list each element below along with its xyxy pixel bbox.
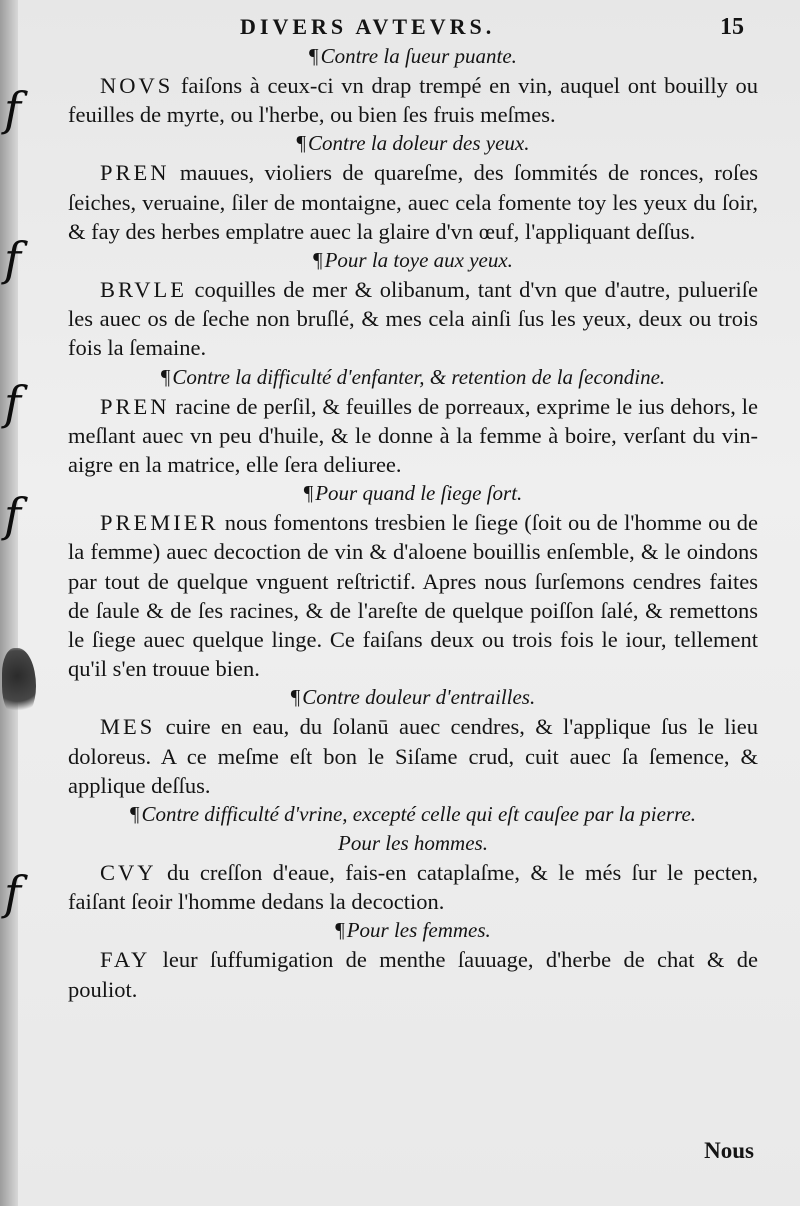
recipe-paragraph: PREN racine de perſil, & feuilles de porreaux, exprime le ius dehors, le meſlant auec vn peu d'huile, & le donne à la femme à boire, verſant du vin-aigre en la matrice, elle ſera deliuree. xyxy=(68,393,758,478)
section-heading: ¶Pour la toye aux yeux. xyxy=(313,248,513,273)
margin-annotation: f xyxy=(4,866,22,920)
section-subheading: Pour les hommes. xyxy=(338,831,488,856)
margin-annotation: f xyxy=(4,376,22,430)
section-heading: ¶Contre la doleur des yeux. xyxy=(296,131,530,156)
section-heading: ¶Contre difficulté d'vrine, excepté celle qui eſt cauſee par la pierre. xyxy=(129,802,697,827)
section-heading: ¶Contre douleur d'entrailles. xyxy=(290,685,536,710)
lead-word: BRVLE xyxy=(100,277,187,303)
lead-word: PREN xyxy=(100,393,170,419)
recipe-paragraph: PREN mauues, violiers de quareſme, des ſommités de ronces, roſes ſeiches, veruaine, ſiler de montaigne, auec cela fomente toy les yeux du ſoir, & fay des herbes emplatre auec la glaire d'vn œuf, l'appliquant deſſus. xyxy=(68,160,758,244)
margin-annotation: f xyxy=(4,232,22,286)
section-heading: ¶Contre la difficulté d'enfanter, & retention de la ſecondine. xyxy=(160,364,666,389)
recipe-paragraph: MES cuire en eau, du ſolanū auec cendres, & l'applique ſus le lieu doloreus. A ce meſme eſt bon le Siſame crud, cuit auec ſa ſemence, & applique deſſus. xyxy=(68,714,758,798)
lead-word: NOVS xyxy=(100,73,174,98)
lead-word: FAY xyxy=(100,947,151,973)
ink-blot xyxy=(2,648,36,718)
page-body xyxy=(68,42,758,1004)
recipe-paragraph: BRVLE coquilles de mer & olibanum, tant d'vn que d'autre, pulueriſe les auec os de ſeche non bruſlé, & mes cela ainſi ſus les yeux, deux ou trois fois la ſemaine. xyxy=(68,277,758,361)
running-head xyxy=(0,8,800,44)
section-heading: ¶Pour les femmes. xyxy=(335,918,491,943)
margin-annotation: f xyxy=(4,82,22,136)
margin-annotation: f xyxy=(4,488,22,542)
lead-word: CVY xyxy=(100,860,157,886)
lead-word: MES xyxy=(100,714,156,740)
recipe-paragraph: CVY du creſſon d'eaue, fais-en cataplaſme, & le més ſur le pecten, faiſant ſeoir l'homme dedans la decoction. xyxy=(68,860,759,915)
binding-gutter xyxy=(0,0,18,1206)
recipe-paragraph: PREMIER nous fomentons tresbien le ſiege (ſoit ou de l'homme ou de la femme) auec decoction de vin & d'aloene bouillis enſemble, & le oindons par tout de quelque vnguent reſtrictif. Apres nous ſurſemons cendres faites de ſaule & de ſes racines, & de l'areſte de quelque poiſſon ſalé, & remettons le ſiege auec quelque linge. Ce faiſans deux ou trois fois le iour, tellement qu'il s'en trouue bien. xyxy=(68,510,758,682)
running-title: DIVERS AVTEVRS. xyxy=(240,14,496,39)
lead-word: PREN xyxy=(100,160,170,186)
recipe-paragraph: FAY leur ſuffumigation de menthe ſauuage, d'herbe de chat & de pouliot. xyxy=(68,947,759,1002)
lead-word: PREMIER xyxy=(100,510,219,536)
page-number: 15 xyxy=(720,14,744,40)
section-heading: ¶Contre la ſueur puante. xyxy=(309,44,517,68)
catchword: Nous xyxy=(704,1138,754,1163)
section-heading: ¶Pour quand le ſiege ſort. xyxy=(303,481,523,506)
recipe-paragraph: NOVS faiſons à ceux-ci vn drap trempé en vin, auquel ont bouilly ou feuilles de myrte, ou l'herbe, ou bien ſes fruis meſmes. xyxy=(68,73,759,128)
